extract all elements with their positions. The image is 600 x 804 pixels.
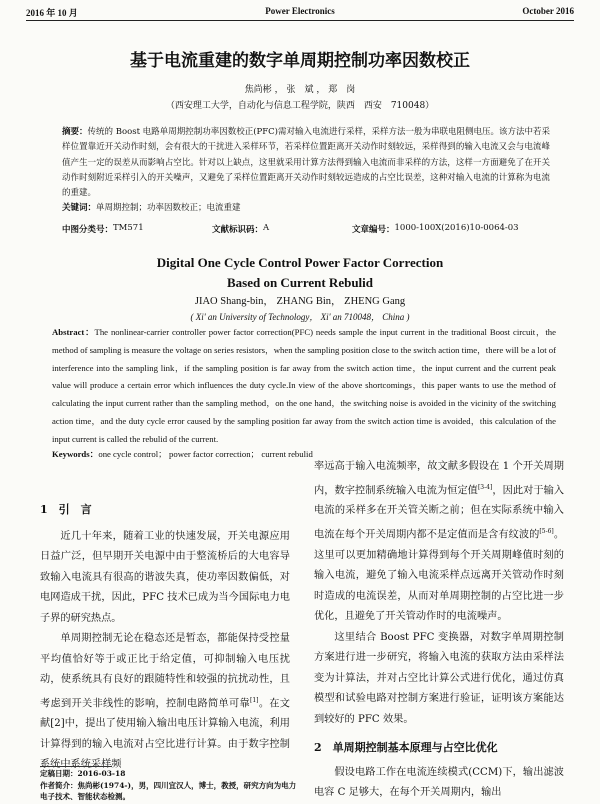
title-en-line1: Digital One Cycle Control Power Factor Correction xyxy=(156,255,444,270)
header-date: 2016 年 10 月 xyxy=(26,8,78,18)
running-header xyxy=(26,6,574,21)
authors-cn: 焦尚彬 ， 张 斌 ， 郑 岗 xyxy=(244,85,356,95)
keywords-cn-label: 关键词： xyxy=(62,203,97,214)
keywords-cn-text: 单周期控制；功率因数校正；电流重建 xyxy=(96,203,241,214)
affiliation-cn: （西安理工大学，自动化与信息工程学院，陕西 西安 710048） xyxy=(165,101,435,111)
footnote xyxy=(40,768,300,803)
article-no-value: 1000-100X(2016)10-0064-03 xyxy=(394,223,519,233)
section2-para1: 假设电路工作在电流连续模式(CCM)下，输出滤波电容 C 足够大，在每个开关周期内，输出 xyxy=(314,766,564,799)
section2-heading: 2 单周期控制基本原理与占空比优化 xyxy=(314,741,498,755)
doc-code-value: A xyxy=(263,223,270,233)
citation-ref: [5-6] xyxy=(539,527,554,535)
section1-para3 xyxy=(314,457,564,628)
author-bio: 作者简介：焦尚彬(1974-)，男，四川宜汉人，博士，教授，研究方向为电力电子技术、智能状态检测。 xyxy=(40,780,297,801)
section1-heading: 1 引 言 xyxy=(40,503,92,516)
para2-text-a: 单周期控制无论在稳态还是暂态，都能保持受控量平均值恰好等于或正比于给定值，可抑制输入电压扰动，使系统具有良好的跟随特性和较强的抗扰动性，且考虑到开关非线性的影响，控制电路简单可靠 xyxy=(40,633,290,709)
keywords-en-label: Keywords： xyxy=(52,449,99,459)
abstract-en xyxy=(52,324,556,449)
para3-text-a: 率远高于输入电流频率，故文献多假设在 1 个开关周期内，数字控制系统输入电流为恒定值 xyxy=(314,461,564,496)
footnote-divider xyxy=(40,766,112,767)
abstract-en-label: Abstract： xyxy=(52,327,95,337)
citation-ref: [1] xyxy=(250,696,259,704)
header-date-en: October 2016 xyxy=(522,6,574,16)
paper-title-en xyxy=(0,253,600,293)
section1-para4: 这里结合 Boost PFC 变换器，对数字单周期控制方案进行进一步研究，将输入电流的获取方法由采样法变为计算法，并对占空比计算公式进行优化，通过仿真模型和试验电路对控制方案进行验证，证明该方案能达到较好的 PFC 效果。 xyxy=(314,631,564,725)
right-column xyxy=(314,457,564,804)
clc-value: TM571 xyxy=(113,223,144,233)
para3-text-b: ，因此对于输入电流的采样多在开关管关断之前；但在实际系统中输入电流在每个开关周期内都不是定值而是含有纹波的 xyxy=(314,484,565,541)
abstract-cn-label: 摘要： xyxy=(62,127,88,137)
title-en-line2: Based on Current Rebulid xyxy=(226,275,374,290)
para2-text-b: 。在文献[2]中，提出了使用输入输出电压计算输入电流，利用计算得到的输入电流对占空比进行计算。由于数字控制系统中系统采样频 xyxy=(40,697,290,771)
left-column xyxy=(40,500,290,776)
doc-code-label: 文献标识码： xyxy=(212,225,264,235)
section1-para1: 近几十年来，随着工业的快速发展，开关电源应用日益广泛，但早期开关电源中由于整流桥后的大电容导致输入电流具有很高的谐波失真，使功率因数偏低，对电网造成干扰，因此，PFC 技术已成为当今国际电力电子界的研究热点。 xyxy=(40,530,290,624)
abstract-cn-text: 传统的 Boost 电路单周期控制功率因数校正(PFC)需对输入电流进行采样，采样方法一般为串联电阻侧电压。该方法中若采样位置靠近开关动作时刻，会有很大的干扰进入采样环节，若采样位置距离开关动作时刻较远，采样得到的输入电流又会与电流峰值产生一定的误差从而影响占空比。针对以上缺点，这里就采用计算方法得到输入电流而非采样的方法，这样一方面避免了在开关动作时刻附近采样引入的开关噪声，又避免了采样位置距离开关动作时刻较远造成的占空比误差，这种对输入电流的计算称为电流的重建。 xyxy=(62,127,550,199)
citation-ref: [3-4] xyxy=(477,483,493,491)
article-no-label: 文章编号： xyxy=(352,225,395,235)
received-date: 定稿日期：2016-03-18 xyxy=(40,769,126,778)
clc-label: 中图分类号： xyxy=(62,225,114,235)
keywords-en-text: one cycle control； power factor correction； current rebulid xyxy=(98,449,313,459)
header-journal: Power Electronics xyxy=(265,6,335,16)
authors-en: JIAO Shang-bin， ZHANG Bin， ZHENG Gang xyxy=(194,296,406,307)
section1-para2 xyxy=(40,629,290,776)
abstract-cn xyxy=(62,125,550,217)
paper-title-cn: 基于电流重建的数字单周期控制功率因数校正 xyxy=(130,51,470,71)
affiliation-en: ( Xi' an University of Technology， Xi' an 710048， China ) xyxy=(190,312,410,322)
abstract-en-text: The nonlinear-carrier controller power factor correction(PFC) needs sample the input current in the traditional Boost circuit，the method of sampling is measure the voltage on series resistors，when the sampling position close to the switch action time，there will be a lot of interference into the sampling link，if the sampling position is far away from the switch action time，the input current and the current peak value will produce a certain error which influences the duty cycle.In view of the above shortcomings，this paper wants to use the method of calculating the input current rather than the sampling method，on the one hand，the switching noise is avoided in the vicinity of the switching action time，and the duty cycle error caused by the sampling position far away from the switch action time is avoided，this calculation of the input current is called the rebulid of the current. xyxy=(52,327,557,444)
para3-text-c: 。这里可以更加精确地计算得到每个开关周期峰值时刻的输入电流，避免了输入电流采样点远离开关管动作时刻时造成的电流误差，从而对单周期控制的占空比进一步优化，且避免了开关管动作时的电流噪声。 xyxy=(314,529,565,623)
